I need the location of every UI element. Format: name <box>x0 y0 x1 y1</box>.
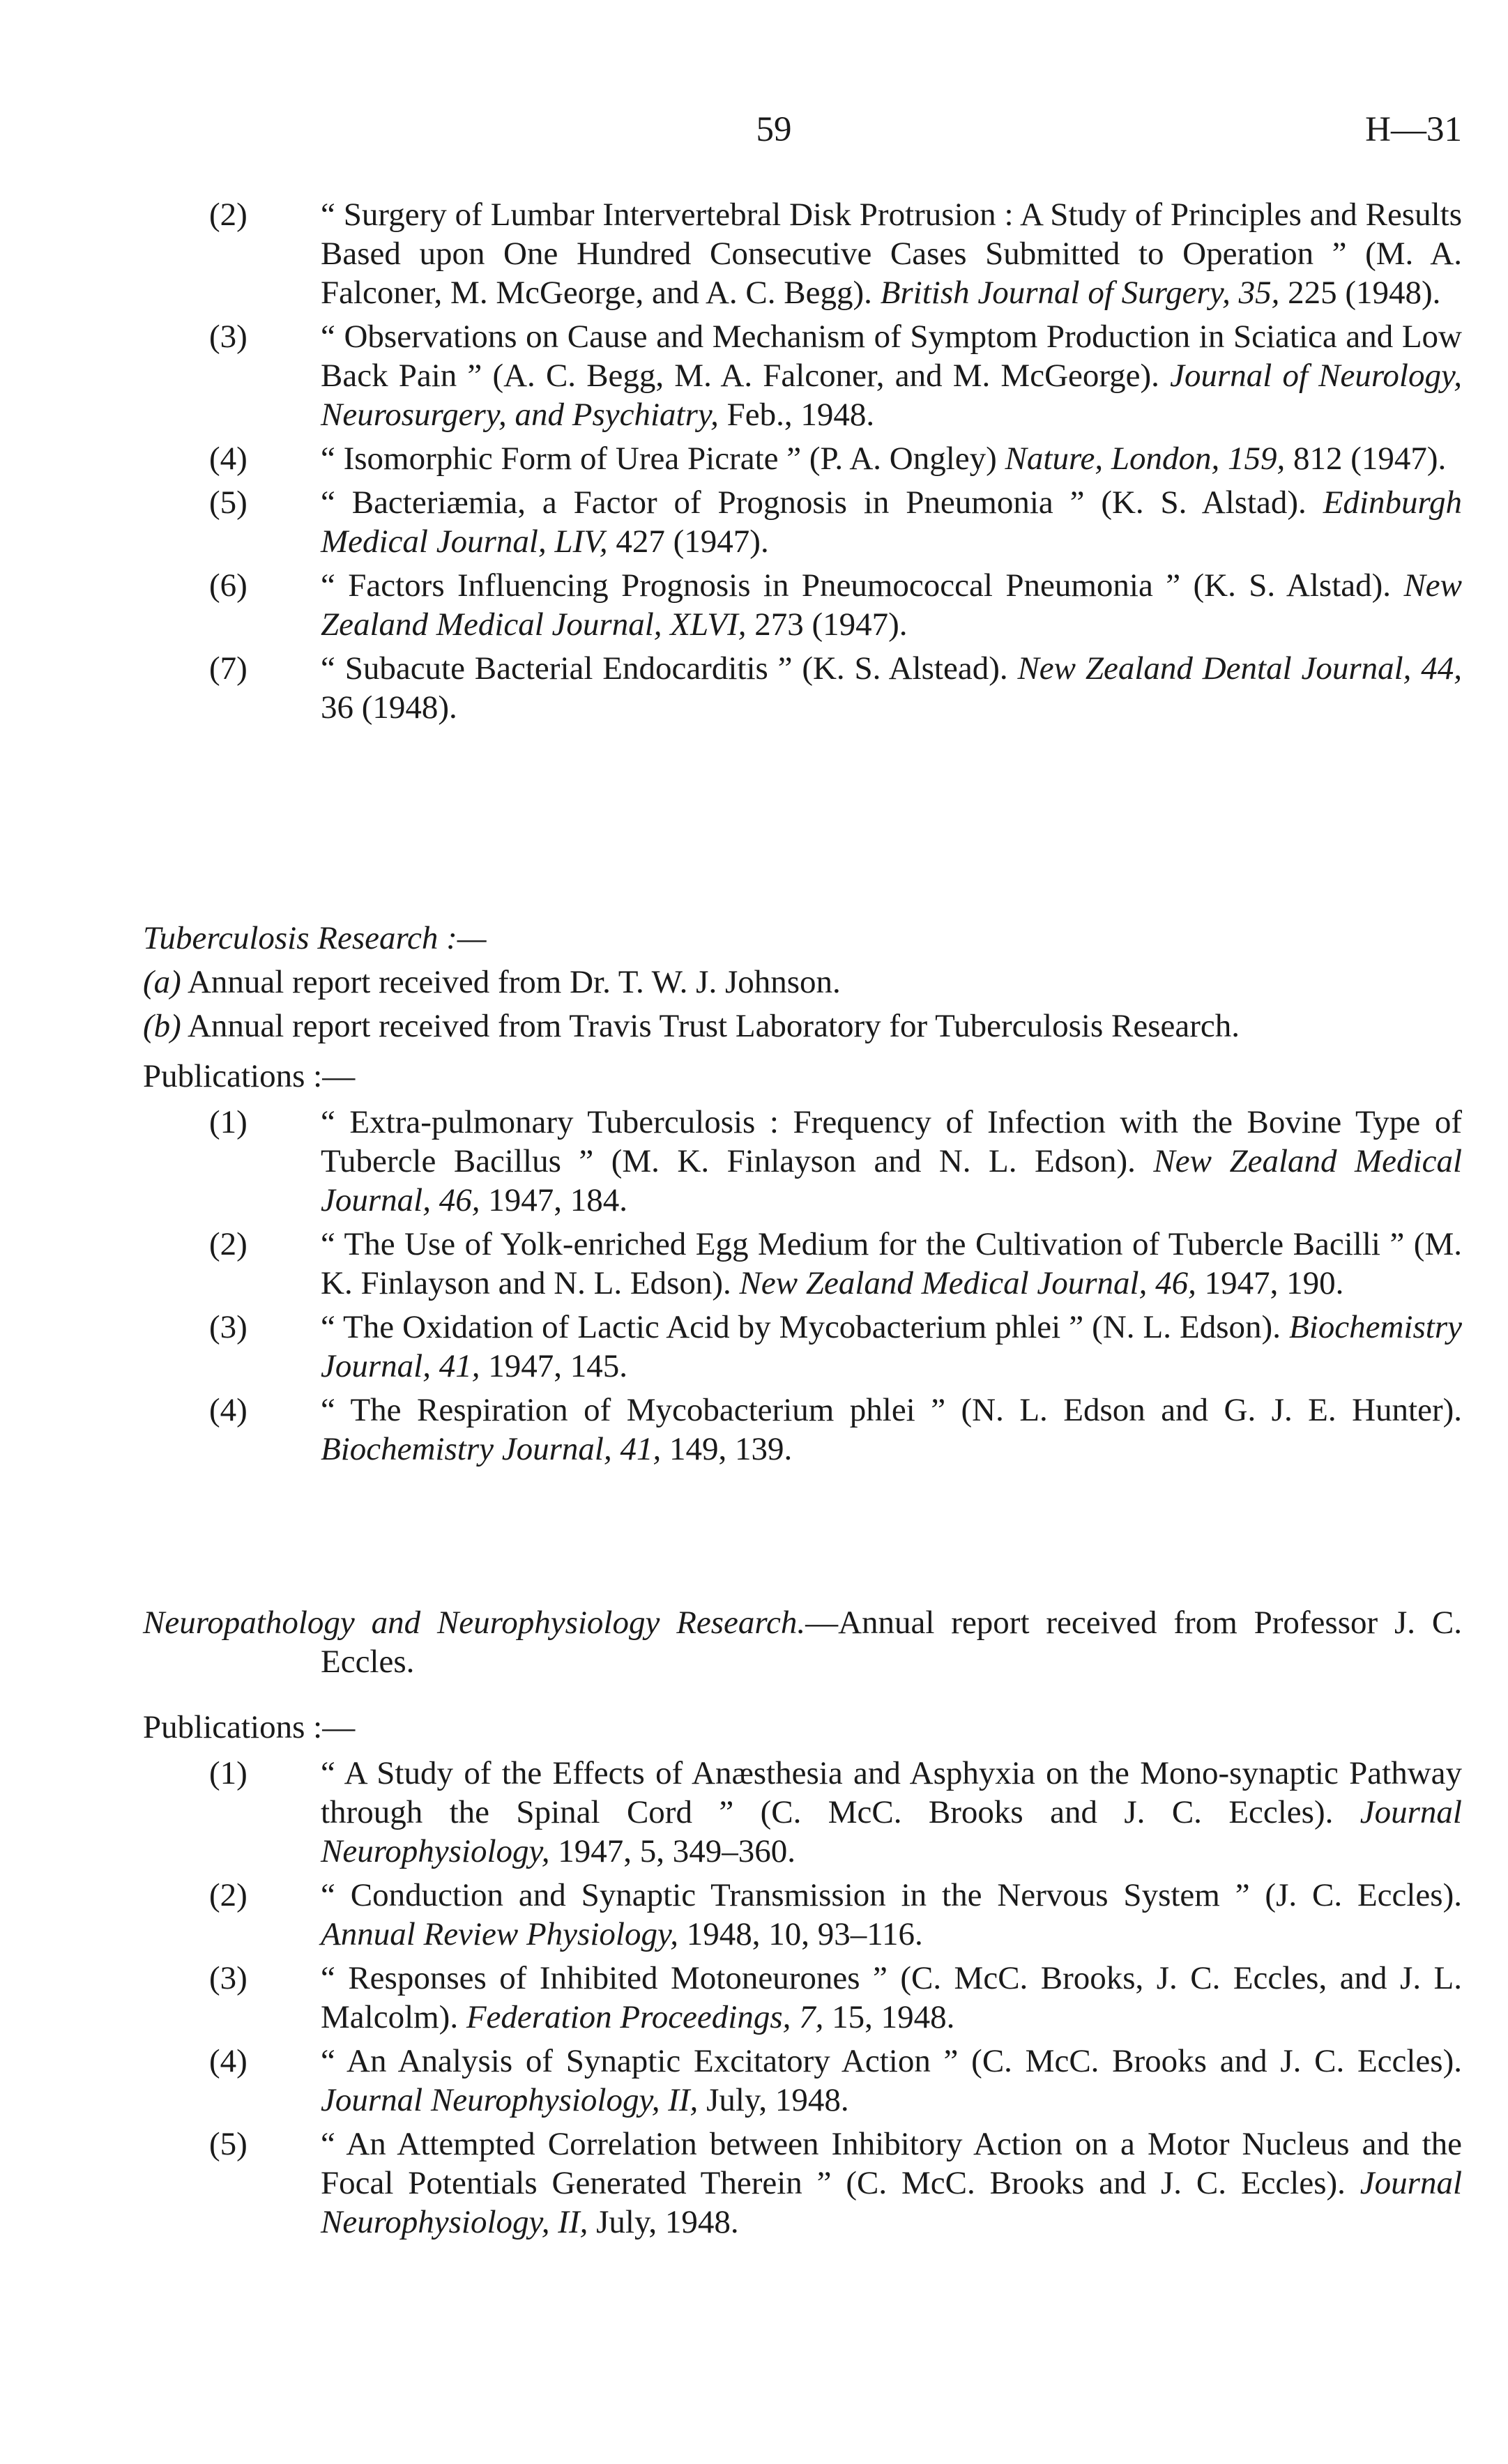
report-item: (b) Annual report received from Travis Trust Laboratory for Tuberculosis Research. <box>143 1008 1240 1044</box>
report-item: (a) Annual report received from Dr. T. W. J. Johnson. <box>143 964 841 1000</box>
publication-entry: (4) “ The Respiration of Mycobacterium phlei ” (N. L. Edson and G. J. E. Hunter). Biochemistry Journal, 41, 149, 139. <box>209 1392 1462 1467</box>
publication-entry: (1) “ Extra-pulmonary Tuberculosis : Frequency of Infection with the Bovine Type of Tubercle Bacillus ” (M. K. Finlayson and N. L. Edson). New Zealand Medical Journal, 46, 1947, 184. <box>209 1104 1463 1218</box>
publications-label: Publications :— <box>143 1709 356 1745</box>
publications-label: Publications :— <box>143 1058 356 1094</box>
publication-entry: (3) “ Observations on Cause and Mechanism of Symptom Production in Sciatica and Low Back Pain ” (A. C. Begg, M. A. Falconer, and M. McGeorge). Journal of Neurology, Neurosurgery, and Psychiatry, Feb., 1948. <box>209 319 1462 433</box>
tuberculosis-section <box>0 919 1508 1474</box>
publication-entry: (3) “ Responses of Inhibited Motoneurones ” (C. McC. Brooks, J. C. Eccles, and J. L. Malcolm). Federation Proceedings, 7, 15, 1948. <box>209 1960 1462 2035</box>
page-number: 59 <box>756 110 792 149</box>
publication-entry: (1) “ A Study of the Effects of Anæsthesia and Asphyxia on the Mono-synaptic Pathway through the Spinal Cord ” (C. McC. Brooks and J. C. Eccles). Journal Neurophysiology, 1947, 5, 349–360. <box>209 1755 1462 1869</box>
publication-entry: (2) “ Surgery of Lumbar Intervertebral Disk Protrusion : A Study of Principles and Results Based upon One Hundred Consecutive Cases Submitted to Operation ” (M. A. Falconer, M. McGeorge, and A. C. Begg). British Journal of Surgery, 35, 225 (1948). <box>209 197 1462 311</box>
section-heading: Neuropathology and Neurophysiology Research.—Annual report received from Professor J. C. Eccles. <box>143 1605 1462 1680</box>
publication-entry: (4) “ Isomorphic Form of Urea Picrate ” (P. A. Ongley) Nature, London, 159, 812 (1947). <box>209 441 1447 477</box>
publication-entry: (6) “ Factors Influencing Prognosis in Pneumococcal Pneumonia ” (K. S. Alstad). New Zealand Medical Journal, XLVI, 273 (1947). <box>209 567 1463 643</box>
publication-entry: (2) “ Conduction and Synaptic Transmission in the Nervous System ” (J. C. Eccles). Annual Review Physiology, 1948, 10, 93–116. <box>209 1877 1462 1952</box>
section-heading: Tuberculosis Research :— <box>143 920 487 956</box>
publication-entry: (3) “ The Oxidation of Lactic Acid by Mycobacterium phlei ” (N. L. Edson). Biochemistry Journal, 41, 1947, 145. <box>209 1309 1462 1384</box>
publication-entry: (5) “ An Attempted Correlation between Inhibitory Action on a Motor Nucleus and the Focal Potentials Generated Therein ” (C. McC. Brooks and J. C. Eccles). Journal Neurophysiology, II, July, 1948. <box>209 2126 1463 2240</box>
top-publications <box>0 195 1508 732</box>
neuro-section <box>0 1603 1508 2247</box>
publication-entry: (7) “ Subacute Bacterial Endocarditis ” (K. S. Alstead). New Zealand Dental Journal, 44, 36 (1948). <box>209 650 1463 726</box>
document-reference: H—31 <box>1365 110 1462 149</box>
publication-entry: (5) “ Bacteriæmia, a Factor of Prognosis in Pneumonia ” (K. S. Alstad). Edinburgh Medical Journal, LIV, 427 (1947). <box>209 484 1463 560</box>
publication-entry: (4) “ An Analysis of Synaptic Excitatory Action ” (C. McC. Brooks and J. C. Eccles). Journal Neurophysiology, II, July, 1948. <box>209 2043 1462 2118</box>
publication-entry: (2) “ The Use of Yolk-enriched Egg Medium for the Cultivation of Tubercle Bacilli ” (M. K. Finlayson and N. L. Edson). New Zealand Medical Journal, 46, 1947, 190. <box>209 1226 1462 1301</box>
